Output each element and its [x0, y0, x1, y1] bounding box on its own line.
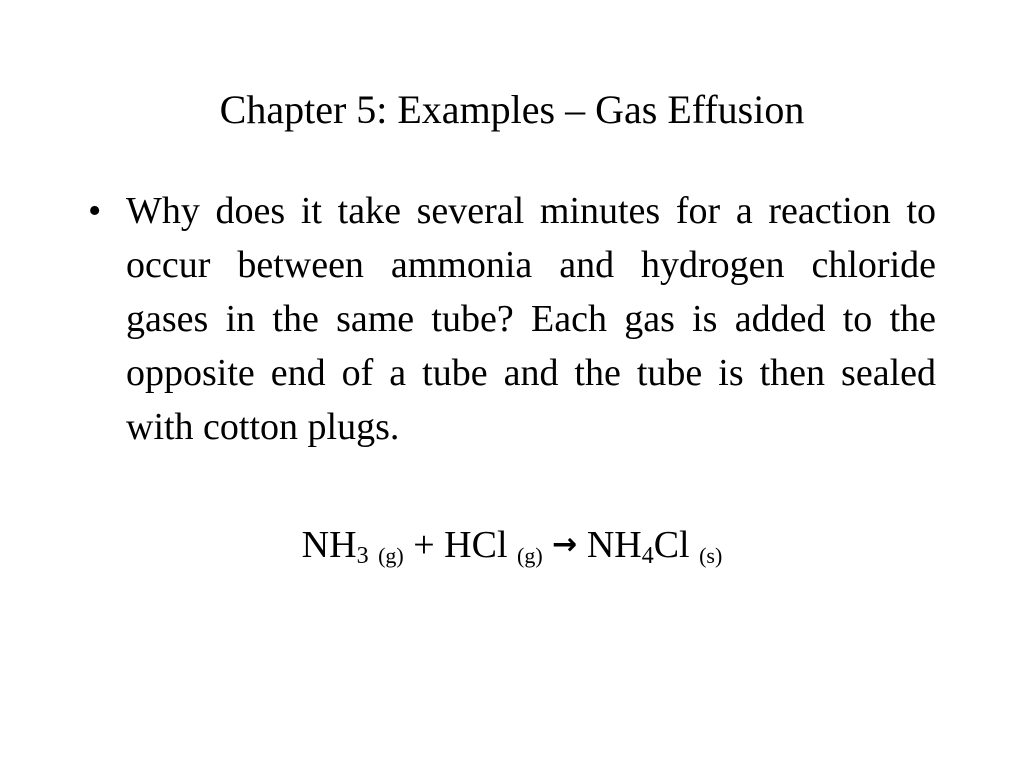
- bullet-text: Why does it take several minutes for a reaction to occur between ammonia and hydrogen chloride gases in the same tube? Each gas is added to the opposite end of a tube and the tube is then sealed with cotton plugs.: [126, 190, 936, 448]
- slide-title: Chapter 5: Examples – Gas Effusion: [219, 87, 805, 132]
- bullet-marker: •: [88, 190, 102, 232]
- ammonia-state: (g): [378, 543, 404, 568]
- product-subscript: 4: [641, 543, 654, 569]
- reactant-ammonia: NH: [301, 524, 357, 566]
- ammonia-subscript: 3: [356, 543, 369, 569]
- reactant-hcl: HCl: [444, 524, 508, 566]
- reaction-arrow-icon: →: [552, 527, 578, 562]
- hcl-state: (g): [517, 543, 543, 568]
- product-cl: Cl: [653, 524, 690, 566]
- product-state: (s): [699, 543, 723, 568]
- product-nh: NH: [586, 524, 642, 566]
- chemical-equation: [0, 518, 1024, 583]
- plus-sign: +: [413, 524, 435, 566]
